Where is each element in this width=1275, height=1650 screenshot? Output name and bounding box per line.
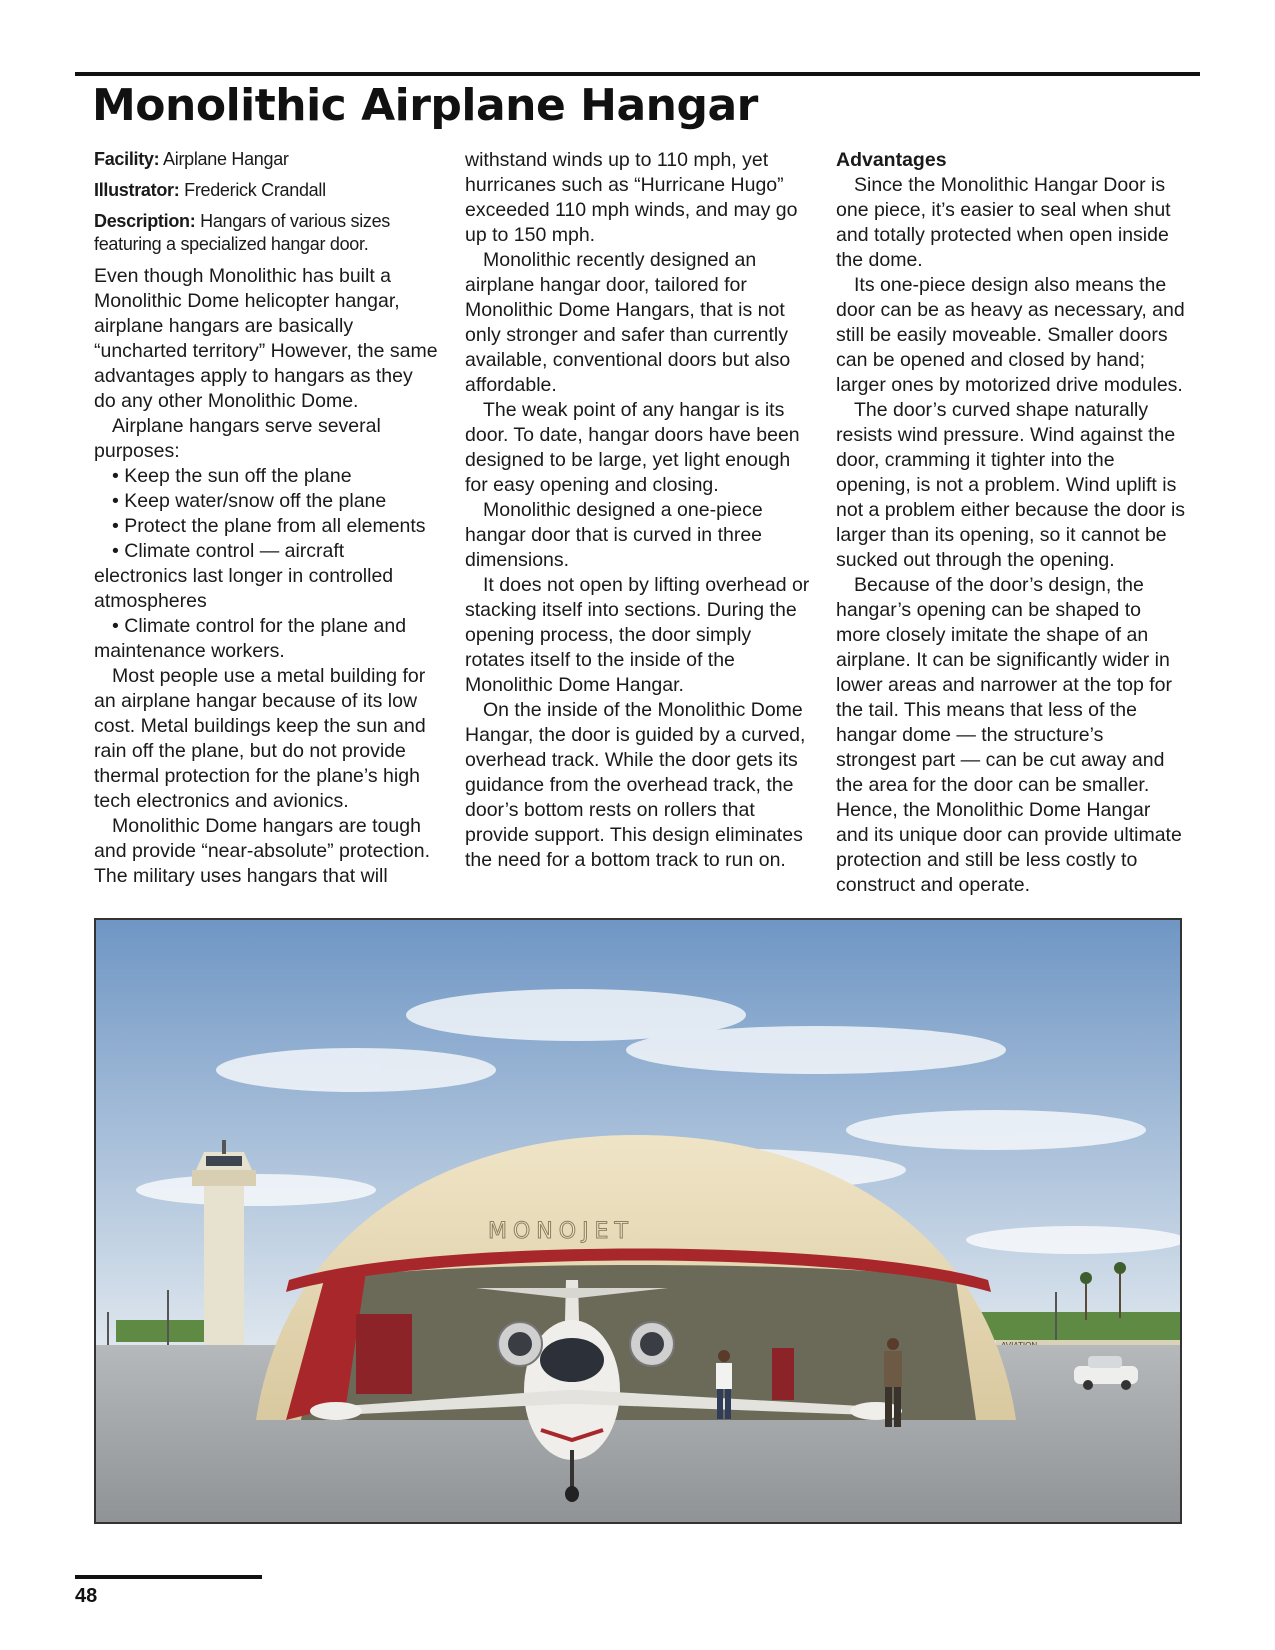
page-number: 48 xyxy=(75,1585,98,1607)
paragraph: On the inside of the Monolithic Dome Hangar, the door is guided by a curved, overhead track. While the door gets its guidance from the overhead track, the door’s bottom rests on rollers that provide support. This design eliminates the need for a bottom track to run on. xyxy=(465,699,806,871)
paragraph: The weak point of any hangar is its door. To date, hangar doors have been designed to be large, yet light enough for easy opening and closing. xyxy=(465,399,800,496)
facility-line xyxy=(94,148,439,171)
illustrator-value: Frederick Crandall xyxy=(184,180,326,200)
paragraph: Monolithic Dome hangars are tough and provide “near-absolute” protection. The military uses hangars that will xyxy=(94,815,431,887)
dome-lettering: MONOJET xyxy=(488,1219,634,1244)
bullet-item: • Climate control for the plane and maintenance workers. xyxy=(94,615,407,662)
facility-value: Airplane Hangar xyxy=(163,149,289,169)
column-3 xyxy=(836,148,1188,898)
paragraph: The door’s curved shape naturally resists wind pressure. Wind against the door, cramming it tighter into the opening, is not a problem. Wind uplift is not a problem either because the door is larger than its opening, so it cannot be sucked out through the opening. xyxy=(836,399,1186,571)
grass-right xyxy=(976,1312,1180,1340)
article-title: Monolithic Airplane Hangar xyxy=(92,80,758,131)
paragraph: Since the Monolithic Hangar Door is one piece, it’s easier to seal when shut and totally protected when open inside the dome. xyxy=(836,174,1171,271)
facility-label: Facility: xyxy=(94,149,160,169)
description-line xyxy=(94,210,439,256)
bullet-item: • Protect the plane from all elements xyxy=(112,515,426,537)
paragraph: Monolithic recently designed an airplane hangar door, tailored for Monolithic Dome Hangars, that is not only stronger and safer than currently available, conventional doors but also affordable. xyxy=(465,249,791,396)
paragraph: Even though Monolithic has built a Monolithic Dome helicopter hangar, airplane hangars are basically “uncharted territory” However, the same advantages apply to hangars as they do any other Monolithic Dome. xyxy=(94,265,438,412)
paragraph: Its one-piece design also means the door can be as heavy as necessary, and still be easily moveable. Smaller doors can be opened and closed by hand; larger ones by motorized drive modules. xyxy=(836,274,1185,396)
footer-rule xyxy=(75,1575,262,1579)
paragraph: Most people use a metal building for an airplane hangar because of its low cost. Metal buildings keep the sun and rain off the plane, but do not provide thermal protection for the plane’s high tech electronics and avionics. xyxy=(94,665,426,812)
hangar-painting xyxy=(96,920,1180,1522)
advantages-heading: Advantages xyxy=(836,149,947,171)
bullet-item: • Keep the sun off the plane xyxy=(112,465,352,487)
paragraph: Because of the door’s design, the hangar’s opening can be shaped to more closely imitate the shape of an airplane. It can be significantly wider in lower areas and narrower at the top for the tail. This means that less of the hangar dome — the structure’s strongest part — can be cut away and the area for the door can be smaller. Hence, the Monolithic Dome Hangar and its unique door can provide ultimate protection and still be less costly to construct and operate. xyxy=(836,574,1182,896)
column-1 xyxy=(94,148,439,889)
paragraph: Monolithic designed a one-piece hangar door that is curved in three dimensions. xyxy=(465,499,763,571)
back-door xyxy=(772,1348,794,1400)
bullet-item: • Keep water/snow off the plane xyxy=(112,490,387,512)
paragraph: Airplane hangars serve several purposes: xyxy=(94,415,381,462)
top-rule xyxy=(75,72,1200,76)
column-2 xyxy=(465,148,815,873)
paragraph: withstand winds up to 110 mph, yet hurricanes such as “Hurricane Hugo” exceeded 110 mph winds, and may go up to 150 mph. xyxy=(465,149,798,246)
illustrator-line xyxy=(94,179,439,202)
paragraph: It does not open by lifting overhead or stacking itself into sections. During the opening process, the door simply rotates itself to the inside of the Monolithic Dome Hangar. xyxy=(465,574,810,696)
door-panel xyxy=(356,1314,412,1394)
description-label: Description: xyxy=(94,211,196,231)
illustrator-label: Illustrator: xyxy=(94,180,180,200)
hangar-illustration xyxy=(94,918,1182,1524)
bullet-item: • Climate control — aircraft electronics last longer in controlled atmospheres xyxy=(94,540,394,612)
description-value: Hangars of various sizes featuring a specialized hangar door. xyxy=(94,211,391,254)
